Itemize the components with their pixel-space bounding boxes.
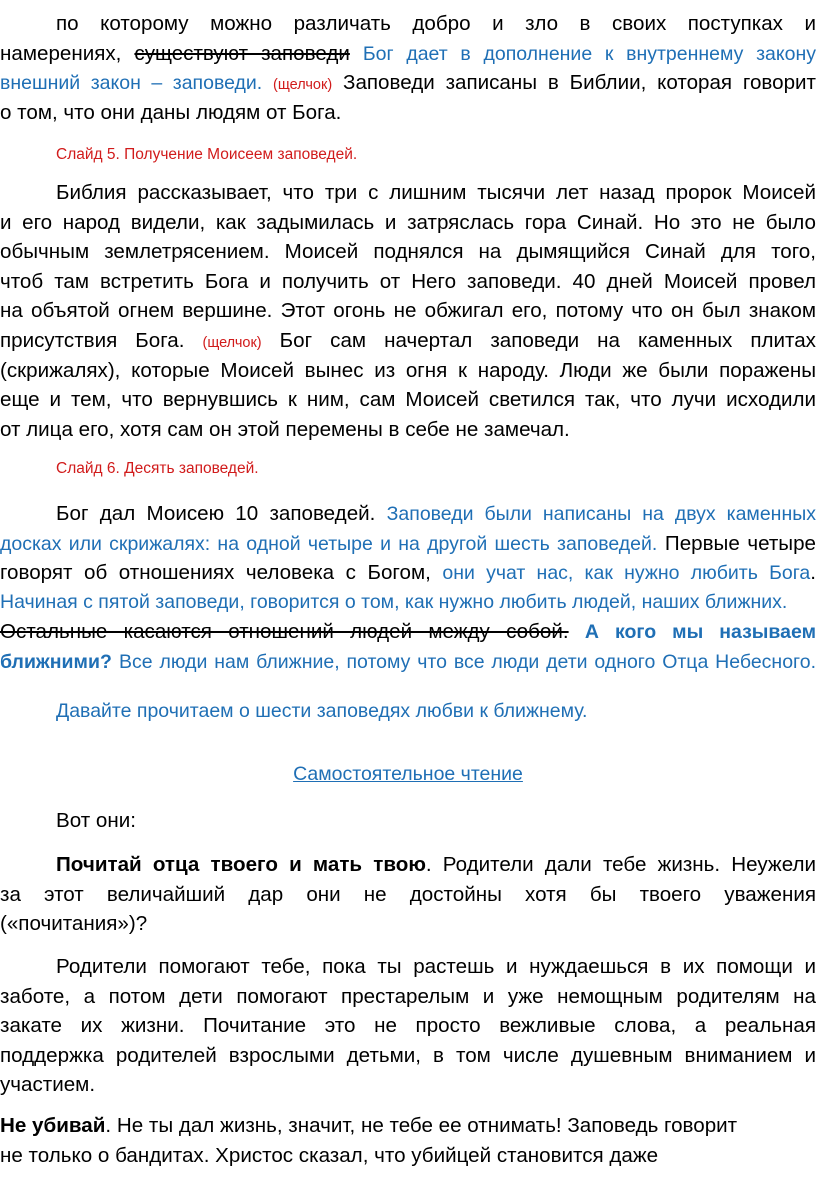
- text-line: по которому можно различать добро и зло в своих поступках и: [56, 12, 816, 35]
- inserted-note: внешний закон – заповеди.: [0, 72, 263, 95]
- inserted-note: досках или скрижалях: на одной четыре и на другой шесть заповедей.: [0, 532, 658, 555]
- struck-text: Остальные касаются отношений людей между собой.: [0, 620, 569, 644]
- slide-5-heading: Слайд 5. Получение Моисеем заповедей.: [56, 146, 358, 163]
- text-line: [0, 558, 816, 588]
- text-line: еще и тем, что вернувшись к ним, сам Моисей светился так, что лучи исходили: [0, 388, 816, 412]
- text-line: [0, 39, 816, 69]
- text-line: заботе, а потом дети помогают престарелым и уже немощным родителям на: [0, 984, 816, 1008]
- text-run: намерениях,: [0, 41, 122, 65]
- text-run: Бог дал Моисею 10 заповедей.: [56, 502, 376, 525]
- inserted-question: А кого мы называем: [584, 621, 816, 644]
- paragraph-do-not-kill: [0, 1111, 816, 1170]
- text-run: Бог сам начертал заповеди на каменных плитах: [279, 328, 816, 352]
- text-run: .: [810, 561, 816, 585]
- intro-line: [0, 806, 816, 836]
- text-line: не только о бандитах. Христос сказал, что убийцей становится даже: [0, 1143, 659, 1167]
- inserted-note: они учат нас, как нужно любить Бога: [442, 562, 811, 585]
- self-reading-link[interactable]: Самостоятельное чтение: [293, 763, 523, 785]
- commandment-title: Не убивай: [0, 1114, 106, 1137]
- paragraph-parents-help: [0, 952, 816, 1100]
- text-line: [0, 850, 816, 880]
- text-run: Первые четыре: [664, 531, 816, 555]
- text-line: от лица его, хотя сам он этой перемены в себе не замечал.: [0, 417, 570, 441]
- text-line: обычным землетрясением. Моисей поднялся на дымящийся Синай для того,: [0, 240, 816, 264]
- paragraph-conscience: [0, 9, 816, 127]
- text-line: [0, 68, 816, 98]
- paragraph-moses: [0, 178, 816, 444]
- text-line: о том, что они даны людям от Бога.: [0, 100, 342, 124]
- text-run: говорят об отношениях человека с Богом,: [0, 561, 431, 585]
- inserted-note: Все люди нам ближние, потому что все люди дети одного Отца Небесного.: [119, 650, 816, 673]
- text-line: участием.: [0, 1073, 96, 1097]
- text-line: [0, 647, 816, 677]
- text-line: поддержка родителей взрослыми детьми, в том числе душевным вниманием и: [0, 1043, 816, 1067]
- text-line: (скрижалях), которые Моисей вынес из огня к народу. Люди же были поражены: [0, 358, 816, 382]
- click-marker: (щелчок): [202, 334, 262, 351]
- struck-text: существуют заповеди: [134, 41, 350, 65]
- text-line: Родители помогают тебе, пока ты растешь и нуждаешься в их помощи и: [56, 955, 816, 978]
- inserted-note-line: Начиная с пятой заповеди, говорится о том, как нужно любить людей, наших ближних.: [0, 590, 788, 613]
- inserted-note: Бог дает в дополнение к внутреннему закону: [362, 42, 816, 65]
- text-run: присутствия Бога.: [0, 328, 185, 352]
- text-line: [0, 326, 816, 356]
- text-line: Вот они:: [56, 809, 136, 832]
- inserted-question: ближними?: [0, 650, 112, 673]
- text-line: [0, 499, 816, 529]
- read-six-commandments: Давайте прочитаем о шести заповедях любви к ближнему.: [56, 700, 588, 722]
- text-line: [0, 1111, 816, 1141]
- text-line: на объятой огнем вершине. Этот огонь не обжигал его, потому что он был знаком: [0, 299, 816, 323]
- text-line: («почитания»)?: [0, 912, 148, 936]
- paragraph-honor-parents: [0, 850, 816, 939]
- text-line: чтоб там встретить Бога и получить от Него заповеди. 40 дней Моисей провел: [0, 269, 816, 293]
- text-line: Библия рассказывает, что три с лишним тысячи лет назад пророк Моисей: [56, 181, 816, 204]
- inserted-note: Заповеди были написаны на двух каменных: [386, 503, 816, 525]
- text-line: [0, 617, 816, 647]
- text-line: закате их жизни. Почитание это не просто вежливые слова, а реальная: [0, 1014, 816, 1038]
- paragraph-ten-commandments: [0, 499, 816, 677]
- commandment-title: Почитай отца твоего и мать твою: [56, 853, 426, 876]
- text-run: . Родители дали тебе жизнь. Неужели: [425, 853, 816, 876]
- click-marker: (щелчок): [273, 77, 333, 94]
- text-run: . Не ты дал жизнь, значит, не тебе ее отнимать! Заповедь говорит: [105, 1114, 738, 1137]
- text-line: и его народ видели, как задымилась и затряслась гора Синай. Но это не было: [0, 210, 816, 234]
- slide-6-heading: Слайд 6. Десять заповедей.: [56, 460, 259, 477]
- text-line: [0, 529, 816, 559]
- text-run: Заповеди записаны в Библии, которая говорит: [343, 71, 816, 95]
- text-line: за этот величайший дар они не достойны хотя бы твоего уважения: [0, 882, 816, 906]
